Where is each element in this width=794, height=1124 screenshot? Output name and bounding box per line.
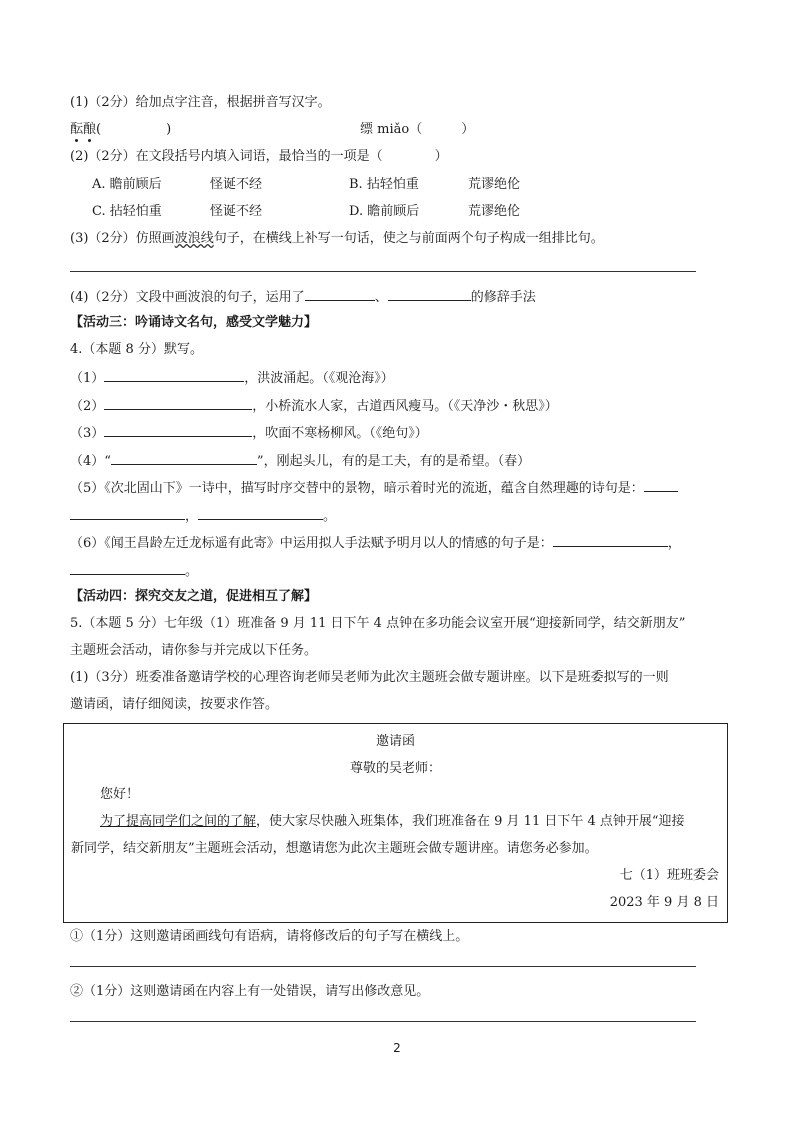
- q3-sub4: [70, 287, 536, 307]
- sub4-text-a: (4)（2分）文段中画波浪的句子，运用了: [70, 290, 305, 305]
- l5-text: （5）《次北固山下》一诗中，描写时序交替中的景物，暗示着时光的流逝，蕴含自然理趣的诗句是：: [70, 481, 644, 496]
- blank-l1[interactable]: [104, 368, 244, 382]
- followup-2: ②（1分）这则邀请函在内容上有一处错误，请写出修改意见。: [70, 984, 430, 999]
- recite-line-6b: [70, 561, 198, 581]
- followup-1: ①（1分）这则邀请函画线句有语病，请将修改后的句子写在横线上。: [70, 929, 469, 944]
- option-d-2: 荒谬绝伦: [468, 204, 521, 219]
- l4-text: ”，刚起头儿，有的是工夫，有的是希望。（春）: [256, 454, 531, 469]
- option-d: D. 瞻前顾后: [349, 204, 420, 219]
- blank-l6-a[interactable]: [553, 533, 668, 547]
- answer-paren-1: ( ): [96, 122, 172, 137]
- sub3-text-a: (3)（2分）仿照画: [70, 231, 175, 246]
- letter-date: 2023 年 9 月 8 日: [609, 895, 719, 910]
- recite-line-3: [70, 423, 428, 443]
- letter-salutation: 尊敬的吴老师：: [349, 761, 441, 776]
- l6-period: 。: [185, 564, 199, 579]
- letter-body-2: 新同学，结交新朋友”主题班会活动，想邀请您为此次主题班会做专题讲座。请您务必参加。: [71, 841, 598, 856]
- answer-line-sub3[interactable]: [70, 271, 696, 272]
- sub4-sep: 、: [374, 290, 388, 305]
- option-c-2: 怪诞不经: [210, 204, 263, 219]
- letter-body-1: [100, 810, 685, 829]
- blank-l6-b[interactable]: [70, 561, 185, 575]
- q3-word2: 缥 miǎo（ ）: [360, 122, 475, 137]
- dotted-char-2: 酿: [83, 122, 97, 137]
- sub3-text-b: 句子，在横线上补写一句话，使之与前面两个句子构成一组排比句。: [213, 231, 604, 246]
- blank-l5-a[interactable]: [644, 478, 678, 492]
- option-b: B. 拈轻怕重: [349, 177, 419, 192]
- q4-heading: 4.（本题 8 分）默写。: [70, 342, 203, 357]
- letter-signer: 七（1）班班委会: [619, 868, 719, 883]
- answer-line-1[interactable]: [70, 966, 696, 967]
- answer-line-2[interactable]: [70, 1021, 696, 1022]
- letter-body-1-text: ，使大家尽快融入班集体，我们班准备在 9 月 11 日下午 4 点钟开展“迎接: [256, 814, 685, 829]
- blank-l4[interactable]: [111, 451, 257, 465]
- recite-line-1: [70, 368, 394, 388]
- l4-num: （4）“: [70, 454, 111, 469]
- l6-text: （6）《闻王昌龄左迁龙标遥有此寄》中运用拟人手法赋予明月以人的情感的句子是：: [70, 536, 553, 551]
- l1-num: （1）: [70, 371, 105, 386]
- q3-sub3: [70, 230, 604, 248]
- activity4-title: 【活动四：探究交友之道，促进相互了解】: [70, 589, 318, 604]
- l3-text: ，吹面不寒杨柳风。（《绝句》）: [252, 426, 428, 441]
- invitation-letter-box: [63, 723, 728, 923]
- sub3-wave-text: 波浪线: [174, 231, 214, 246]
- q3-word1: [70, 121, 171, 139]
- letter-greeting: 您好！: [100, 787, 140, 802]
- blank-l5-c[interactable]: [198, 506, 323, 520]
- q3-sub1: (1)（2分）给加点字注音，根据拼音写汉字。: [70, 95, 331, 110]
- q5-line-2: 主题班会活动，请你参与并完成以下任务。: [70, 643, 318, 658]
- l2-num: （2）: [70, 399, 105, 414]
- option-a-2: 怪诞不经: [210, 177, 263, 192]
- q5-sub1-line-2: 邀请函，请仔细阅读，按要求作答。: [70, 697, 279, 712]
- l1-text: ，洪波涌起。（《观沧海》）: [244, 371, 394, 386]
- page-number: 2: [393, 1041, 401, 1055]
- letter-title: 邀请函: [375, 734, 415, 749]
- sub4-text-b: 的修辞手法: [470, 290, 536, 305]
- blank-l2[interactable]: [104, 396, 252, 410]
- recite-line-6: [70, 533, 681, 553]
- option-a: A. 瞻前顾后: [92, 177, 162, 192]
- l5-period: 。: [323, 509, 337, 524]
- option-c: C. 拈轻怕重: [92, 204, 162, 219]
- q5-line-1: 5.（本题 5 分）七年级（1）班准备 9 月 11 日下午 4 点钟在多功能会议室开展“迎接新同学，结交新朋友”: [70, 616, 686, 631]
- l5-comma: ，: [185, 509, 199, 524]
- recite-line-2: [70, 396, 558, 416]
- l3-num: （3）: [70, 426, 105, 441]
- recite-line-4: [70, 451, 530, 471]
- blank-l3[interactable]: [104, 423, 252, 437]
- letter-underlined-sentence: 为了提高同学们之间的了解: [100, 814, 257, 829]
- l6-comma: ，: [667, 536, 681, 551]
- l2-text: ，小桥流水人家，古道西风瘦马。（《天净沙・秋思》）: [252, 399, 558, 414]
- q5-sub1-line-1: (1)（3分）班委准备邀请学校的心理咨询老师吴老师为此次主题班会做专题讲座。以下是班委拟写的一则: [70, 670, 669, 685]
- option-b-2: 荒谬绝伦: [468, 177, 521, 192]
- blank-sub4-1[interactable]: [305, 287, 375, 301]
- dotted-char-1: 酝: [70, 122, 84, 137]
- q3-sub2: (2)（2分）在文段括号内填入词语，最恰当的一项是（ ）: [70, 149, 448, 164]
- blank-sub4-2[interactable]: [388, 287, 471, 301]
- recite-line-5: [70, 478, 678, 498]
- recite-line-5b: [70, 506, 336, 526]
- blank-l5-b[interactable]: [70, 506, 185, 520]
- activity3-title: 【活动三：吟诵诗文名句，感受文学魅力】: [70, 315, 318, 330]
